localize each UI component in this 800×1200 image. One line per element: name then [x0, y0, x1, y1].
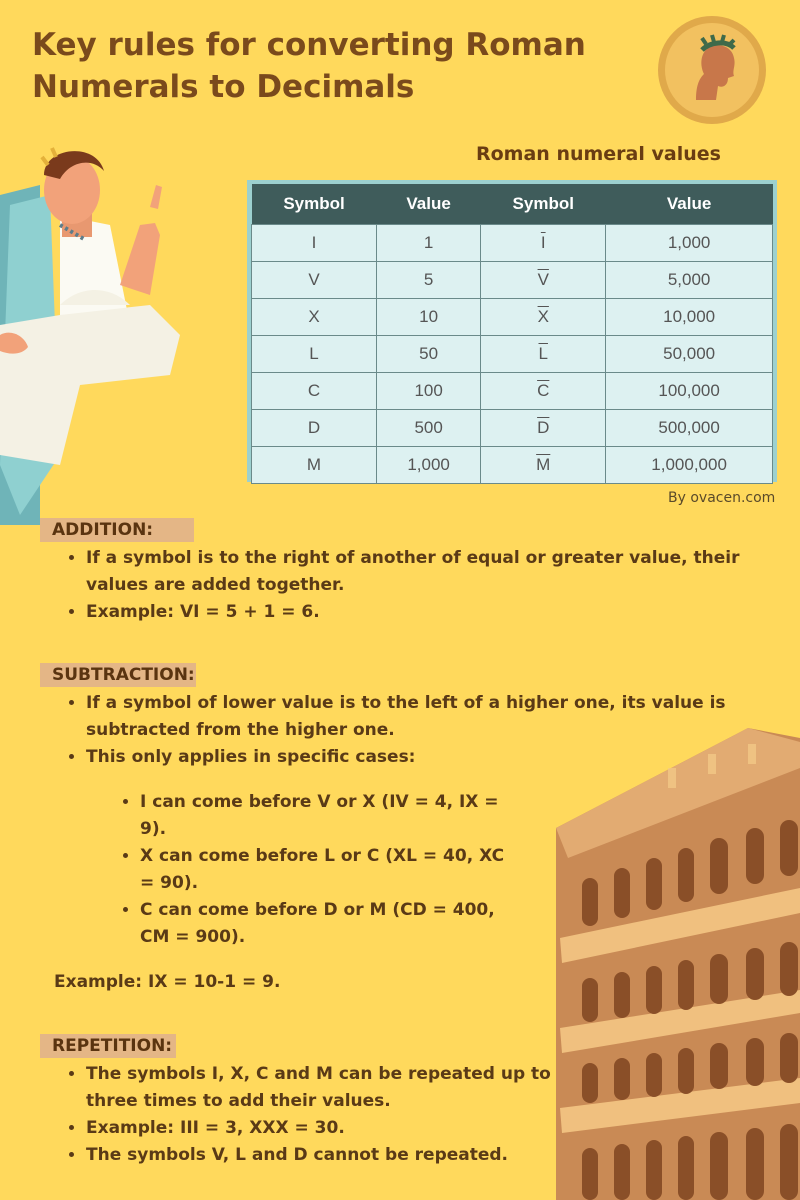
list-item: • The symbols I, X, C and M can be repeated up to three times to add their values.	[86, 1061, 586, 1115]
table-cell-overlined-symbol: $\overline{C}$	[481, 373, 606, 410]
table-row	[252, 410, 773, 447]
list-item: • Example: VI = 5 + 1 = 6.	[86, 599, 746, 626]
repetition-heading: REPETITION:	[40, 1034, 176, 1058]
subtraction-heading: SUBTRACTION:	[40, 663, 196, 687]
table-cell-symbol: V	[252, 262, 377, 299]
table-title: Roman numeral values	[476, 143, 721, 165]
table-cell-overlined-symbol: $\overline{I}$	[481, 225, 606, 262]
table-row	[252, 225, 773, 262]
credit-text: By ovacen.com	[668, 490, 776, 506]
table-row	[252, 447, 773, 484]
table-cell-symbol: L	[252, 336, 377, 373]
subtraction-cases-list	[118, 789, 520, 951]
table-row	[252, 373, 773, 410]
addition-heading: ADDITION:	[40, 518, 194, 542]
table-cell-overlined-symbol: $\overline{V}$	[481, 262, 606, 299]
list-item: • I can come before V or X (IV = 4, IX = 9).	[140, 789, 520, 843]
table-cell-symbol: C	[252, 373, 377, 410]
table-cell-value: 50	[377, 336, 481, 373]
table-header-value-2: Value	[606, 184, 773, 225]
table-cell-value: 50,000	[606, 336, 773, 373]
table-cell-value: 10	[377, 299, 481, 336]
table-header-symbol-2: Symbol	[481, 184, 606, 225]
table-header-symbol-1: Symbol	[252, 184, 377, 225]
addition-list	[64, 545, 746, 626]
table-row	[252, 336, 773, 373]
table-cell-value: 100	[377, 373, 481, 410]
table-cell-symbol: X	[252, 299, 377, 336]
page-title: Key rules for converting Roman Numerals to Decimals	[32, 27, 586, 105]
table-cell-overlined-symbol: $\overline{X}$	[481, 299, 606, 336]
table-cell-value: 500	[377, 410, 481, 447]
table-header-value-1: Value	[377, 184, 481, 225]
table-cell-overlined-symbol: $\overline{D}$	[481, 410, 606, 447]
roman-values-table	[247, 180, 777, 482]
list-item: • If a symbol is to the right of another of equal or greater value, their values are added together.	[86, 545, 746, 599]
table-cell-overlined-symbol: $\overline{M}$	[481, 447, 606, 484]
table-cell-overlined-symbol: $\overline{L}$	[481, 336, 606, 373]
table-cell-value: 10,000	[606, 299, 773, 336]
table-cell-value: 5	[377, 262, 481, 299]
table-cell-value: 1,000,000	[606, 447, 773, 484]
table-cell-symbol: I	[252, 225, 377, 262]
list-item: • C can come before D or M (CD = 400, CM = 900).	[140, 897, 520, 951]
table-cell-value: 1,000	[377, 447, 481, 484]
table-cell-value: 5,000	[606, 262, 773, 299]
subtraction-example: Example: IX = 10-1 = 9.	[54, 972, 281, 992]
table-cell-value: 500,000	[606, 410, 773, 447]
roman-coin-icon	[656, 14, 768, 126]
list-item: • This only applies in specific cases:	[86, 744, 746, 771]
list-item: • Example: III = 3, XXX = 30.	[86, 1115, 586, 1142]
table-row	[252, 299, 773, 336]
list-item: • If a symbol of lower value is to the left of a higher one, its value is subtracted from the higher one.	[86, 690, 746, 744]
table-cell-value: 1	[377, 225, 481, 262]
repetition-list	[64, 1061, 586, 1169]
table-cell-symbol: D	[252, 410, 377, 447]
roman-figure-illustration	[0, 135, 200, 525]
table-cell-symbol: M	[252, 447, 377, 484]
table-row	[252, 262, 773, 299]
list-item: • The symbols V, L and D cannot be repeated.	[86, 1142, 586, 1169]
table-cell-value: 100,000	[606, 373, 773, 410]
table-cell-value: 1,000	[606, 225, 773, 262]
list-item: • X can come before L or C (XL = 40, XC = 90).	[140, 843, 520, 897]
